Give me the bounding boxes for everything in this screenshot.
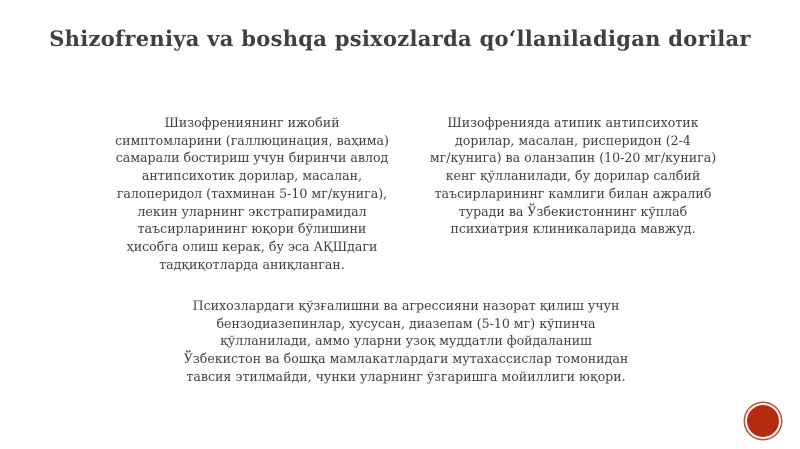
text-line: таъсирларининг юқори бўлишини xyxy=(137,221,367,237)
text-line: Психозлардаги қўзғалишни ва агрессияни назорат қилиш учун xyxy=(192,298,620,313)
bottom-paragraph xyxy=(100,297,712,386)
text-line: Ўзбекистон ва бошқа мамлакатлардаги мутахассислар томонидан xyxy=(183,351,629,367)
slide-title: Shizofreniya va boshqa psixozlarda qo‘llaniladigan dorilar xyxy=(49,26,751,51)
text-line: дорилар, масалан, рисперидон (2-4 xyxy=(455,132,691,148)
text-line: қўлланилади, аммо уларни узоқ муддатли фойдаланиш xyxy=(220,333,592,349)
text-line: Шизофрениянинг ижобий xyxy=(164,115,340,130)
text-line: тавсия этилмайди, чунки уларнинг ўзгаришга мойиллиги юқори. xyxy=(186,368,626,384)
text-line: симптомларини (галлюцинация, ваҳима) xyxy=(115,132,389,148)
text-line: бензодиазепинлар, хусусан, диазепам (5-10 мг) кўпинча xyxy=(216,315,596,331)
text-line: психиатрия клиникаларида мавжуд. xyxy=(450,221,696,237)
text-line: Шизофренияда атипик антипсихотик xyxy=(447,115,699,130)
text-line: антипсихотик дорилар, масалан, xyxy=(141,168,363,184)
left-paragraph xyxy=(94,114,410,273)
text-line: тадқиқотларда аниқланган. xyxy=(159,256,345,272)
right-paragraph xyxy=(402,114,744,238)
text-line: туради ва Ўзбекистоннинг кўплаб xyxy=(458,203,688,219)
slide-nav-button[interactable] xyxy=(747,405,779,437)
text-line: кенг қўлланилади, бу дорилар салбий xyxy=(445,168,701,184)
text-line: мг/кунига) ва оланзапин (10-20 мг/кунига) xyxy=(429,150,717,166)
text-line: самарали бостириш учун биринчи авлод xyxy=(115,150,389,166)
text-line: галоперидол (тахминан 5-10 мг/кунига), xyxy=(116,185,388,201)
text-line: таъсирларининг камлиги билан ажралиб xyxy=(434,185,712,201)
text-line: ҳисобга олиш керак, бу эса АҚШдаги xyxy=(126,238,378,254)
text-line: лекин уларнинг экстрапирамидал xyxy=(137,203,367,219)
